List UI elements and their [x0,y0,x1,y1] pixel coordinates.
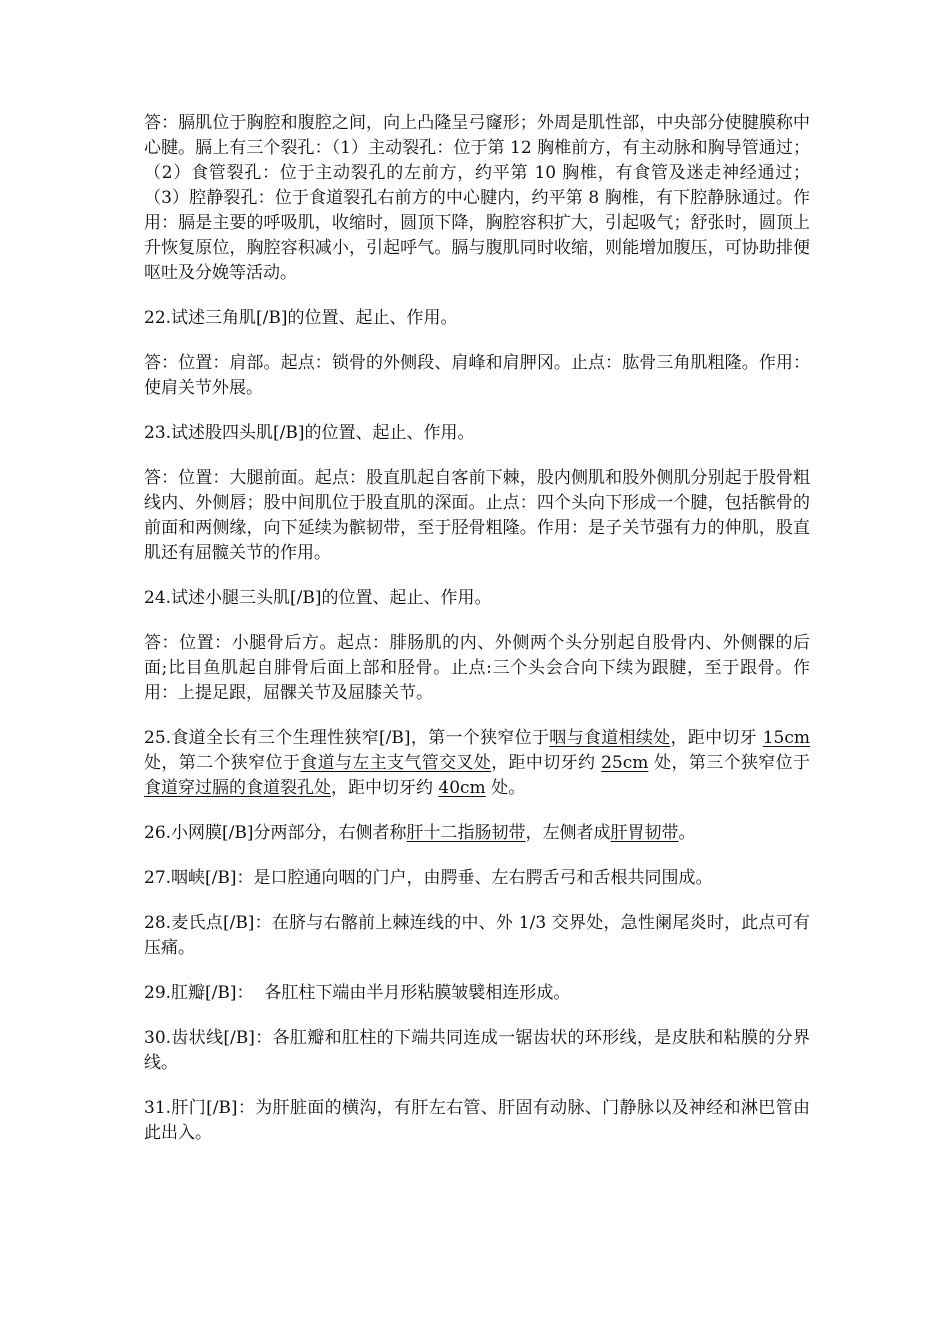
text-segment: 。 [678,823,696,843]
item-30-dentate-line [144,1026,810,1076]
text-segment: 25.食道全长有三个生理性狭窄[/B]，第一个狭窄位于 [144,728,550,748]
text-segment: 23.试述股四头肌[/B]的位置、起止、作用。 [144,423,475,443]
text-segment: 27.咽峡[/B]：是口腔通向咽的门户，由腭垂、左右腭舌弓和舌根共同围成。 [144,868,713,888]
text-segment: ，左侧者成 [525,823,611,843]
text-segment: 26.小网膜[/B]分两部分，右侧者称 [144,823,407,843]
underlined-answer: 咽与食道相续处 [549,728,671,748]
text-segment: 答：位置：肩部。起点：锁骨的外侧段、肩峰和肩胛冈。止点：肱骨三角肌粗隆。作用：使肩关节外展。 [144,353,810,398]
underlined-answer: 食道与左主支气管交叉处 [300,753,492,773]
question-23 [144,421,810,446]
text-segment: 31.肝门[/B]：为肝脏面的横沟，有肝左右管、肝固有动脉、门静脉以及神经和淋巴管由此出入。 [144,1098,810,1143]
text-segment: 28.麦氏点[/B]：在脐与右髂前上棘连线的中、外 1/3 交界处，急性阑尾炎时，此点可有压痛。 [144,913,810,958]
item-31-porta-hepatis [144,1096,810,1146]
text-segment: 处，第三个狭窄位于 [648,753,811,773]
item-25-esophagus [144,726,810,801]
item-29-anal-valve [144,981,810,1006]
underlined-answer: 肝胃韧带 [610,823,679,843]
item-27-fauces [144,866,810,891]
text-segment: ，距中切牙约 [491,753,602,773]
question-22 [144,306,810,331]
item-26-lesser-omentum [144,821,810,846]
question-24 [144,586,810,611]
text-segment: 处，第二个狭窄位于 [144,753,301,773]
underlined-answer: 40cm [438,778,486,798]
answer-24 [144,631,810,706]
text-segment: 30.齿状线[/B]：各肛瓣和肛柱的下端共同连成一锯齿状的环形线，是皮肤和粘膜的分界线。 [144,1028,810,1073]
text-segment: ，距中切牙约 [331,778,439,798]
underlined-answer: 15cm [762,728,810,748]
answer-22 [144,351,810,401]
text-segment: 29.肛瓣[/B]： 各肛柱下端由半月形粘膜皱襞相连形成。 [144,983,571,1003]
underlined-answer: 食道穿过膈的食道裂孔处 [144,778,331,798]
underlined-answer: 25cm [601,753,649,773]
text-segment: 答：位置：小腿骨后方。起点：腓肠肌的内、外侧两个头分别起自股骨内、外侧髁的后面;比目鱼肌起自腓骨后面上部和胫骨。止点:三个头会合向下续为跟腱，至于跟骨。作用：上提足跟，屈髁关节及屈膝关节。 [144,633,810,703]
text-segment: 处。 [485,778,526,798]
document-page [144,111,810,1166]
answer-21 [144,111,810,286]
text-segment: 答：位置：大腿前面。起点：股直肌起自客前下棘，股内侧肌和股外侧肌分别起于股骨粗线内、外侧唇；股中间肌位于股直肌的深面。止点：四个头向下形成一个腱，包括髌骨的前面和两侧缘，向下延续为髌韧带，至于胫骨粗隆。作用：是子关节强有力的伸肌，股直肌还有屈髋关节的作用。 [144,468,810,563]
text-segment: ，距中切牙 [670,728,763,748]
text-segment: 24.试述小腿三头肌[/B]的位置、起止、作用。 [144,588,492,608]
underlined-answer: 肝十二指肠韧带 [406,823,526,843]
text-segment: 22.试述三角肌[/B]的位置、起止、作用。 [144,308,458,328]
text-segment: 答：膈肌位于胸腔和腹腔之间，向上凸隆呈弓窿形；外周是肌性部，中央部分使腱膜称中心腱。膈上有三个裂孔：（1）主动裂孔：位于第 12 胸椎前方，有主动脉和胸导管通过；（2）食管裂孔：位于主动裂孔的左前方，约平第 10 胸椎，有食管及迷走神经通过；（3）腔静裂孔：位于食道裂孔右前方的中心腱内，约平第 8 胸椎，有下腔静脉通过。作用：膈是主要的呼吸肌，收缩时，圆顶下降，胸腔容积扩大，引起吸气；舒张时，圆顶上升恢复原位，胸腔容积减小，引起呼气。膈与腹肌同时收缩，则能增加腹压，可协助排便呕吐及分娩等活动。 [144,113,810,283]
item-28-mcburney-point [144,911,810,961]
answer-23 [144,466,810,566]
